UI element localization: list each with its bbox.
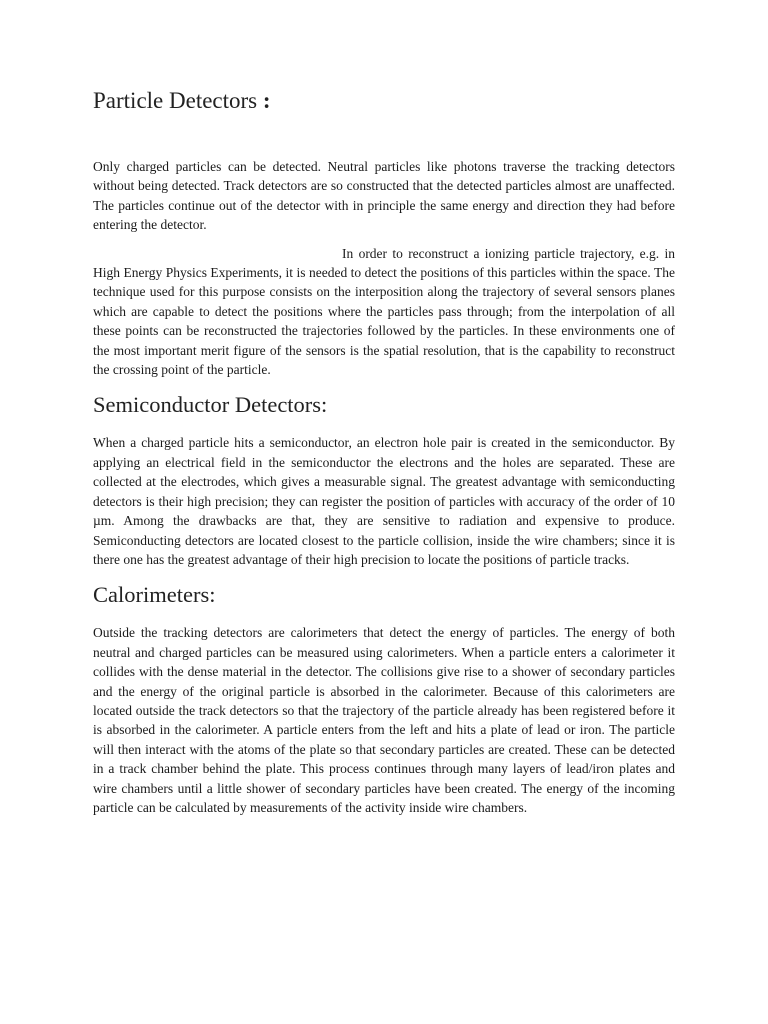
intro-paragraph-1: Only charged particles can be detected. Neutral particles like photons traverse the tracking detectors without being detected. Track detectors are so constructed that the detected particles almost are unaffected. The particles continue out of the detector with in principle the same energy and direction they had before entering the detector. (93, 159, 675, 233)
section-heading-semiconductor: Semiconductor Detectors: (93, 392, 328, 418)
document-body (93, 84, 675, 817)
page-title-colon: : (262, 88, 271, 113)
section-paragraph-calorimeters: Outside the tracking detectors are calorimeters that detect the energy of particles. The energy of both neutral and charged particles can be measured using calorimeters. When a particle enters a calorimeter it collides with the dense material in the detector. The collisions give rise to a shower of secondary particles and the energy of the original particle is absorbed in the calorimeter. Because of this calorimeters are located outside the track detectors so that the trajectory of the particle already has been registered before it is absorbed in the calorimeter. A particle enters from the left and hits a plate of lead or iron. The particle will then interact with the atoms of the plate so that secondary particles are created. These can be detected in a track chamber behind the plate. This process continues through many layers of lead/iron plates and wire chambers until a little shower of secondary particles have been created. The energy of the incoming particle can be calculated by measurements of the activity inside wire chambers. (93, 625, 675, 815)
section-paragraph-semiconductor: When a charged particle hits a semiconductor, an electron hole pair is created in the semiconductor. By applying an electrical field in the semiconductor the electrons and the holes are separated. These are collected at the electrodes, which gives a measurable signal. The greatest advantage with semiconducting detectors is their high precision; they can register the position of particles with accuracy of the order of 10 µm. Among the drawbacks are that, they are sensitive to radiation and expensive to produce. Semiconducting detectors are located closest to the particle collision, inside the wire chambers; since it is there one has the greatest advantage of their high precision to locate the positions of particle tracks. (93, 435, 675, 567)
section-heading-calorimeters: Calorimeters: (93, 582, 216, 608)
intro-paragraph-2: In order to reconstruct a ionizing particle trajectory, e.g. in High Energy Physics Experiments, it is needed to detect the positions of this particles within the space. The technique used for this purpose consists on the interposition along the trajectory of several sensors planes which are capable to detect the positions where the particles pass through; from the interpolation of all these points can be reconstructed the trajectories followed by the particles. In these environments one of the most important merit figure of the sensors is the spatial resolution, that is the capability to reconstruct the crossing point of the particle. (93, 245, 675, 378)
page-title (93, 84, 675, 118)
page-title-text: Particle Detectors (93, 88, 263, 113)
